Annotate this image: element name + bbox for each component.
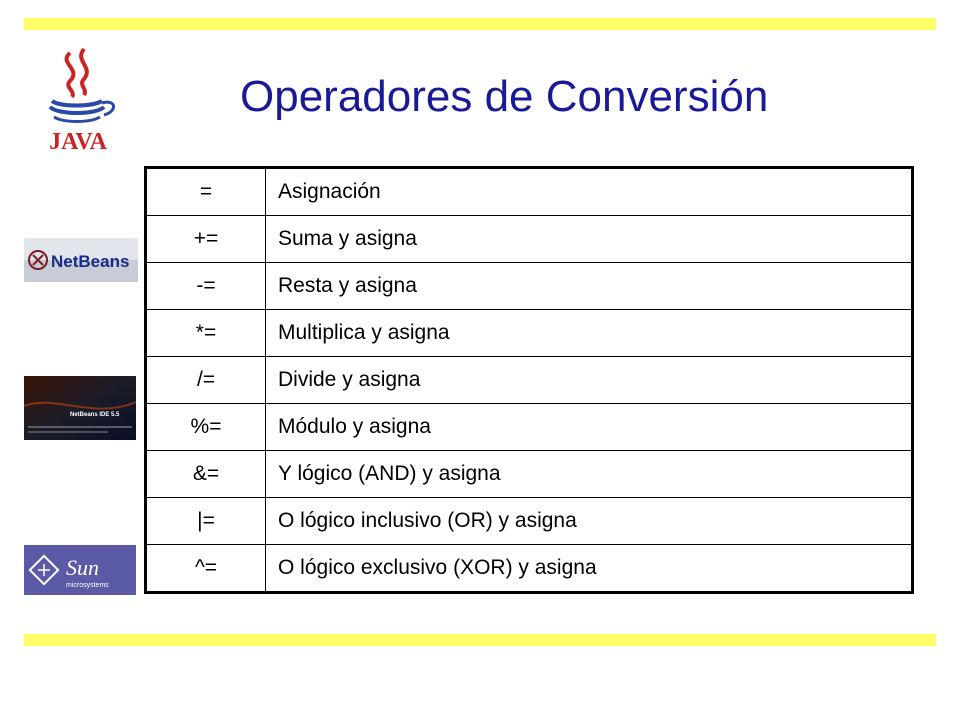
java-logo — [30, 45, 126, 157]
description-cell: Divide y asigna — [266, 357, 913, 404]
operator-cell: = — [146, 168, 266, 216]
sun-logo-subtext: microsystems — [66, 582, 109, 589]
table-row — [146, 498, 913, 545]
operator-cell: |= — [146, 498, 266, 545]
netbeans-logo-text: NetBeans — [51, 252, 130, 271]
top-accent-bar — [24, 18, 936, 30]
operator-cell: *= — [146, 310, 266, 357]
description-cell: Módulo y asigna — [266, 404, 913, 451]
description-cell: Suma y asigna — [266, 216, 913, 263]
table-row — [146, 451, 913, 498]
operator-cell: ^= — [146, 545, 266, 593]
description-cell: O lógico exclusivo (XOR) y asigna — [266, 545, 913, 593]
java-logo-text: JAVA — [49, 129, 107, 155]
description-cell: O lógico inclusivo (OR) y asigna — [266, 498, 913, 545]
operator-cell: %= — [146, 404, 266, 451]
table-row — [146, 168, 913, 216]
table-row — [146, 310, 913, 357]
operators-table — [144, 166, 914, 594]
bottom-accent-bar — [24, 634, 936, 646]
description-cell: Resta y asigna — [266, 263, 913, 310]
sun-logo-text: Sun — [66, 555, 99, 580]
netbeans-ide-text: NetBeans IDE 5.5 — [70, 412, 120, 418]
description-cell: Asignación — [266, 168, 913, 216]
netbeans-ide-splash-image — [24, 376, 136, 440]
slide-title: Operadores de Conversión — [240, 72, 769, 121]
table-row — [146, 216, 913, 263]
description-cell: Y lógico (AND) y asigna — [266, 451, 913, 498]
operator-cell: &= — [146, 451, 266, 498]
table-row — [146, 404, 913, 451]
operator-cell: /= — [146, 357, 266, 404]
sun-microsystems-logo — [24, 545, 136, 595]
table-row — [146, 357, 913, 404]
table-row — [146, 545, 913, 593]
netbeans-logo — [24, 238, 138, 282]
description-cell: Multiplica y asigna — [266, 310, 913, 357]
operator-cell: -= — [146, 263, 266, 310]
operator-cell: += — [146, 216, 266, 263]
table-row — [146, 263, 913, 310]
